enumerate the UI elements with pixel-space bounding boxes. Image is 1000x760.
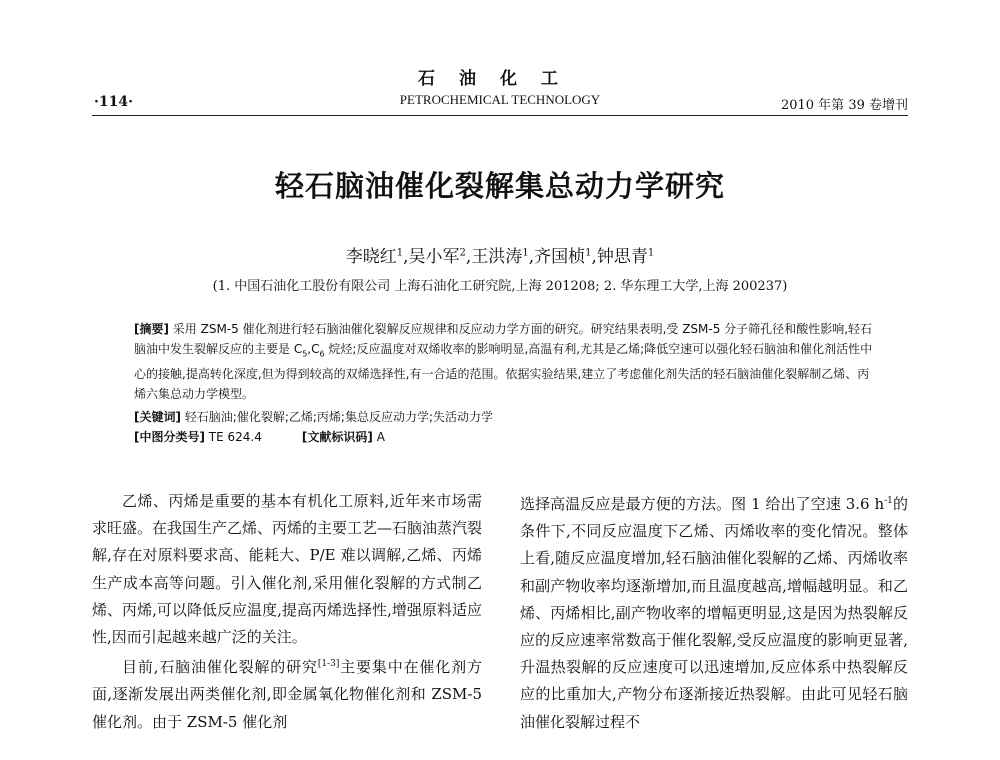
body-text: 选择高温反应是最方便的方法。图 1 给出了空速 3.6 h — [520, 495, 885, 513]
author-list: 李晓红$^1$,吴小军$^2$,王洪涛$^1$,齐国桢$^1$,钟思青$^1$ — [345, 247, 655, 267]
body-text: 主要集中在催化剂方面,逐渐发展出两类催化剂,即金属氧化物催化剂和 ZSM-5 催化剂。由于 ZSM-5 催化剂 — [92, 658, 482, 731]
keywords-label: [关键词] — [134, 410, 181, 425]
subscript: 6 — [319, 349, 325, 359]
author-name: 钟思青 — [596, 247, 648, 267]
author-affil-mark: 1 — [585, 247, 592, 259]
body-text: 的条件下,不同反应温度下乙烯、丙烯收率的变化情况。整体上看,随反应温度增加,轻石脑油催化裂解的乙烯、丙烯收率和副产物收率均逐渐增加,而且温度越高,增幅越明显。和乙烯、丙烯相比,副产物收率的增幅更明显,这是因为热裂解反应的反应速率常数高于催化裂解,受反应温度的影响更显著,升温热裂解的反应速度可以迅速增加,反应体系中热裂解反应的比重加大,产物分布逐渐接近热裂解。由此可见轻石脑油催化裂解过程不 — [520, 495, 908, 731]
abstract-text: ,C — [307, 342, 320, 356]
doc-code-label: [文献标识码] — [301, 430, 373, 445]
author-affil-mark: 1 — [522, 247, 529, 259]
keywords: 轻石脑油;催化裂解;乙烯;丙烯;集总反应动力学;失活动力学 — [180, 410, 494, 425]
author-affil-mark: 1 — [396, 247, 404, 259]
body-text: 目前,石脑油催化裂解的研究 — [122, 658, 318, 677]
author-name: 李晓红 — [345, 247, 397, 267]
author-name: 吴小军 — [408, 247, 460, 267]
header-rule — [92, 115, 908, 116]
author-name: 齐国桢 — [534, 247, 586, 267]
journal-name-cn: 石油化工 — [418, 69, 582, 89]
class-label: [中图分类号] — [134, 430, 205, 445]
abstract-block — [134, 319, 874, 447]
journal-name-en: PETROCHEMICAL TECHNOLOGY — [399, 92, 601, 107]
classification-line — [134, 427, 874, 447]
body-paragraph — [92, 651, 482, 736]
article-title: 轻石脑油催化裂解集总动力学研究 — [274, 169, 725, 203]
page-number: ·114· — [94, 94, 133, 110]
class-value: TE 624.4 — [204, 430, 262, 445]
unit-exponent: -1 — [884, 496, 893, 506]
issue-info: 2010 年第 39 卷增刊 — [780, 98, 908, 113]
abstract-label: [摘要] — [134, 322, 169, 336]
body-column-right — [520, 488, 908, 736]
affiliation: (1. 中国石油化工股份有限公司 上海石油化工研究院,上海 201208; 2. 华东理工大学,上海 200237) — [212, 279, 788, 294]
abstract-text: 采用 ZSM-5 催化剂进行轻石脑油催化裂解反应规律和反应动力学方面的研究。研究结果表明,受 ZSM-5 分子筛孔径和酸性影响,轻石脑油中发生裂解反应的主要是 C — [134, 322, 873, 356]
citation: [1-3] — [317, 659, 340, 670]
author-name: 王洪涛 — [471, 247, 523, 267]
keywords-line — [134, 407, 874, 427]
body-paragraph: 乙烯、丙烯是重要的基本有机化工原料,近年来市场需求旺盛。在我国生产乙烯、丙烯的主要工艺—石脑油蒸汽裂解,存在对原料要求高、能耗大、P/E 难以调解,乙烯、丙烯生产成本高等问题。引入催化剂,采用催化裂解的方式制乙烯、丙烯,可以降低反应温度,提高丙烯选择性,增强原料适应性,因而引起越来越广泛的关注。 — [92, 492, 483, 647]
doc-code-value: A — [372, 430, 385, 445]
author-affil-mark: 2 — [459, 247, 466, 259]
abstract-paragraph — [134, 319, 874, 404]
author-affil-mark: 1 — [647, 247, 655, 259]
subscript: 5 — [302, 349, 308, 359]
body-column-left — [92, 488, 482, 736]
abstract-text: 烷烃;反应温度对双烯收率的影响明显,高温有利,尤其是乙烯;降低空速可以强化轻石脑油和催化剂活性中心的接触,提高转化深度,但为得到较高的双烯选择性,有一合适的范围。依据实验结果,建立了考虑催化剂失活的轻石脑油催化裂解制乙烯、丙烯六集总动力学模型。 — [134, 342, 873, 402]
body-paragraph — [520, 488, 908, 736]
